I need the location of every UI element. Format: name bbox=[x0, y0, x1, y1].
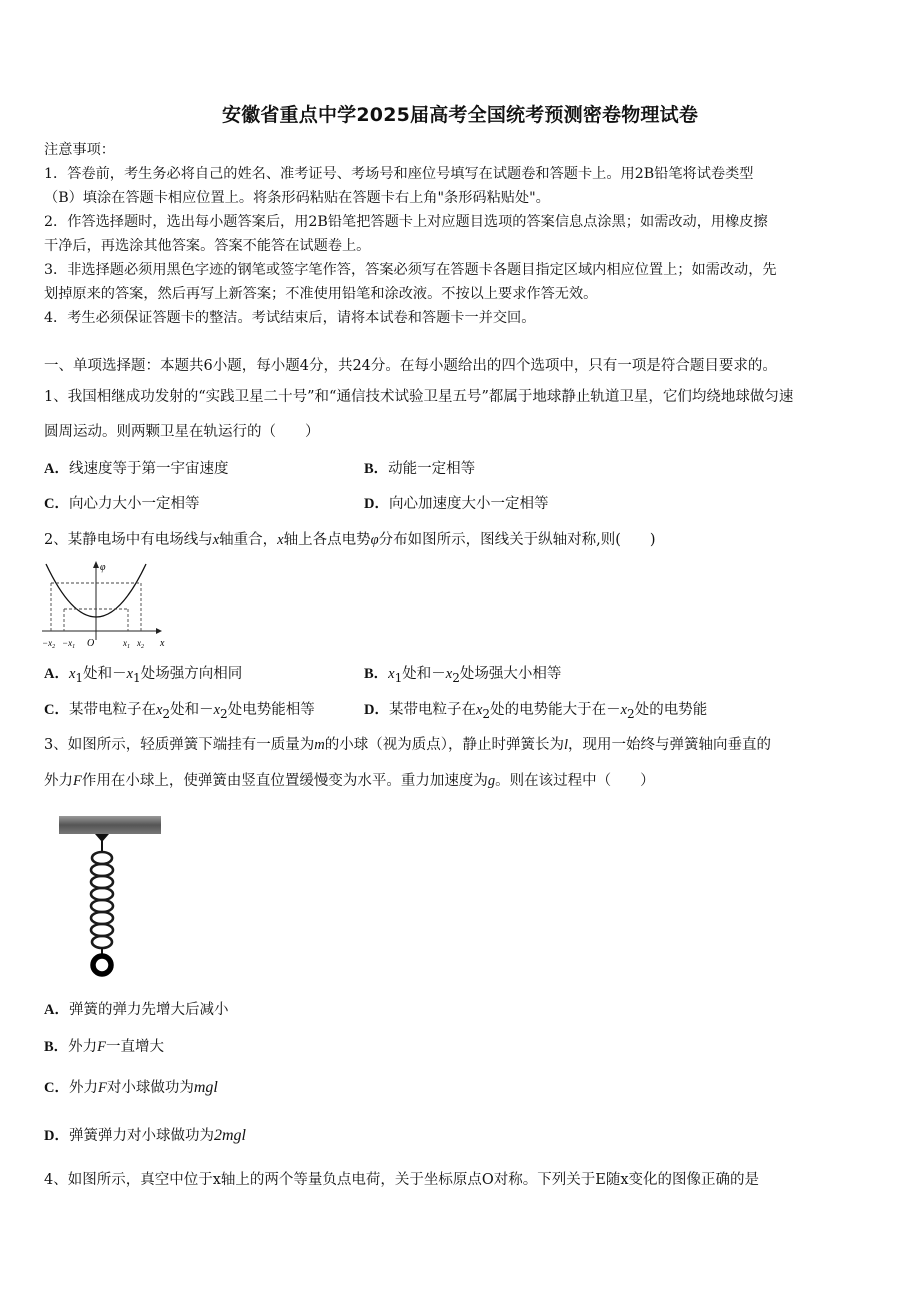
q1-stem-line2: 圆周运动。则两颗卫星在轨运行的（ ） bbox=[44, 424, 320, 440]
notice-line-1: 1．答卷前，考生务必将自己的姓名、准考证号、考场号和座位号填写在试题卷和答题卡上。用2B铅笔将试卷类型 bbox=[44, 166, 754, 182]
potential-graph bbox=[38, 558, 168, 652]
q2-option-d: D．某带电粒子在$x_2$处的电势能大于在$-x_2$处的电势能 bbox=[364, 702, 708, 721]
q3-option-d: D．弹簧弹力对小球做功为2mgl bbox=[44, 1127, 246, 1144]
ceiling bbox=[59, 816, 161, 834]
option-text: 向心加速度大小一定相等 bbox=[388, 496, 549, 512]
x-label: x bbox=[160, 638, 165, 649]
notice-line-5: 3．非选择题必须用黑色字迹的钢笔或签字笔作答，答案必须写在答题卡各题目指定区域内相应位置上；如需改动，先 bbox=[44, 262, 777, 278]
tick-pos-x1: $x_1$ bbox=[123, 638, 130, 650]
spring-figure bbox=[55, 810, 167, 982]
q3-stem-line2: 外力F作用在小球上，使弹簧由竖直位置缓慢变为水平。重力加速度为g。则在该过程中（ ） bbox=[44, 773, 655, 789]
q1-stem-line1: 1、我国相继成功发射的“实践卫星二十号”和“通信技术试验卫星五号”都属于地球静止轨道卫星，它们均绕地球做匀速 bbox=[44, 389, 794, 405]
y-axis-arrow bbox=[93, 561, 99, 568]
notice-heading: 注意事项： bbox=[44, 142, 115, 158]
notice-line-2: （B）填涂在答题卡相应位置上。将条形码粘贴在答题卡右上角"条形码粘贴处"。 bbox=[44, 190, 550, 206]
x-axis-arrow bbox=[156, 628, 162, 634]
tick-pos-x2: $x_2$ bbox=[137, 638, 144, 650]
option-text: 线速度等于第一宇宙速度 bbox=[68, 461, 229, 477]
q4-stem: 4、如图所示，真空中位于x轴上的两个等量负点电荷，关于坐标原点O对称。下列关于E随x变化的图像正确的是 bbox=[44, 1172, 760, 1188]
q3-stem-line1: 3、如图所示，轻质弹簧下端挂有一质量为m的小球（视为质点），静止时弹簧长为l，现用一始终与弹簧轴向垂直的 bbox=[44, 737, 771, 753]
option-text: 动能一定相等 bbox=[388, 461, 476, 477]
notice-line-6: 划掉原来的答案，然后再写上新答案；不准使用铅笔和涂改液。不按以上要求作答无效。 bbox=[44, 286, 598, 302]
notice-line-7: 4．考生必须保证答题卡的整洁。考试结束后，请将本试卷和答题卡一并交回。 bbox=[44, 310, 536, 326]
q1-option-b bbox=[364, 459, 475, 479]
q1-option-c bbox=[44, 494, 199, 514]
option-text: 向心力大小一定相等 bbox=[68, 496, 200, 512]
option-label: A． bbox=[44, 461, 69, 477]
option-label: B． bbox=[364, 461, 389, 477]
q2-option-c: C．某带电粒子在$x_2$处和$-x_2$处电势能相等 bbox=[44, 702, 315, 721]
section-heading: 一、单项选择题：本题共6小题，每小题4分，共24分。在每小题给出的四个选项中，只有一项是符合题目要求的。 bbox=[44, 358, 777, 374]
q1-option-d bbox=[364, 494, 548, 514]
ball bbox=[93, 956, 111, 974]
notice-line-4: 干净后，再选涂其他答案。答案不能答在试题卷上。 bbox=[44, 238, 371, 254]
q2-stem: 2、某静电场中有电场线与x轴重合，x轴上各点电势φ分布如图所示，图线关于纵轴对称,则( ) bbox=[44, 532, 656, 548]
phi-label: φ bbox=[100, 562, 106, 573]
page-title: 安徽省重点中学2025届高考全国统考预测密卷物理试卷 bbox=[221, 104, 699, 126]
q3-option-a: A．弹簧的弹力先增大后减小 bbox=[44, 1002, 229, 1018]
q1-option-a bbox=[44, 459, 228, 479]
tick-neg-x1: $-x_1$ bbox=[62, 638, 76, 650]
q2-option-b: B．$x_1$处和$-x_2$处场强大小相等 bbox=[364, 666, 562, 685]
spring-coil bbox=[91, 852, 113, 948]
q2-option-a: A．$x_1$处和$-x_1$处场强方向相同 bbox=[44, 666, 243, 685]
origin-label: O bbox=[87, 638, 95, 649]
option-label: D． bbox=[364, 496, 389, 512]
option-label: C． bbox=[44, 496, 69, 512]
tick-neg-x2: $-x_2$ bbox=[42, 638, 56, 650]
q3-option-c: C．外力F对小球做功为mgl bbox=[44, 1079, 218, 1096]
q3-option-b: B．外力F一直增大 bbox=[44, 1039, 165, 1055]
notice-line-3: 2．作答选择题时，选出每小题答案后，用2B铅笔把答题卡上对应题目选项的答案信息点涂黑；如需改动，用橡皮擦 bbox=[44, 214, 768, 230]
